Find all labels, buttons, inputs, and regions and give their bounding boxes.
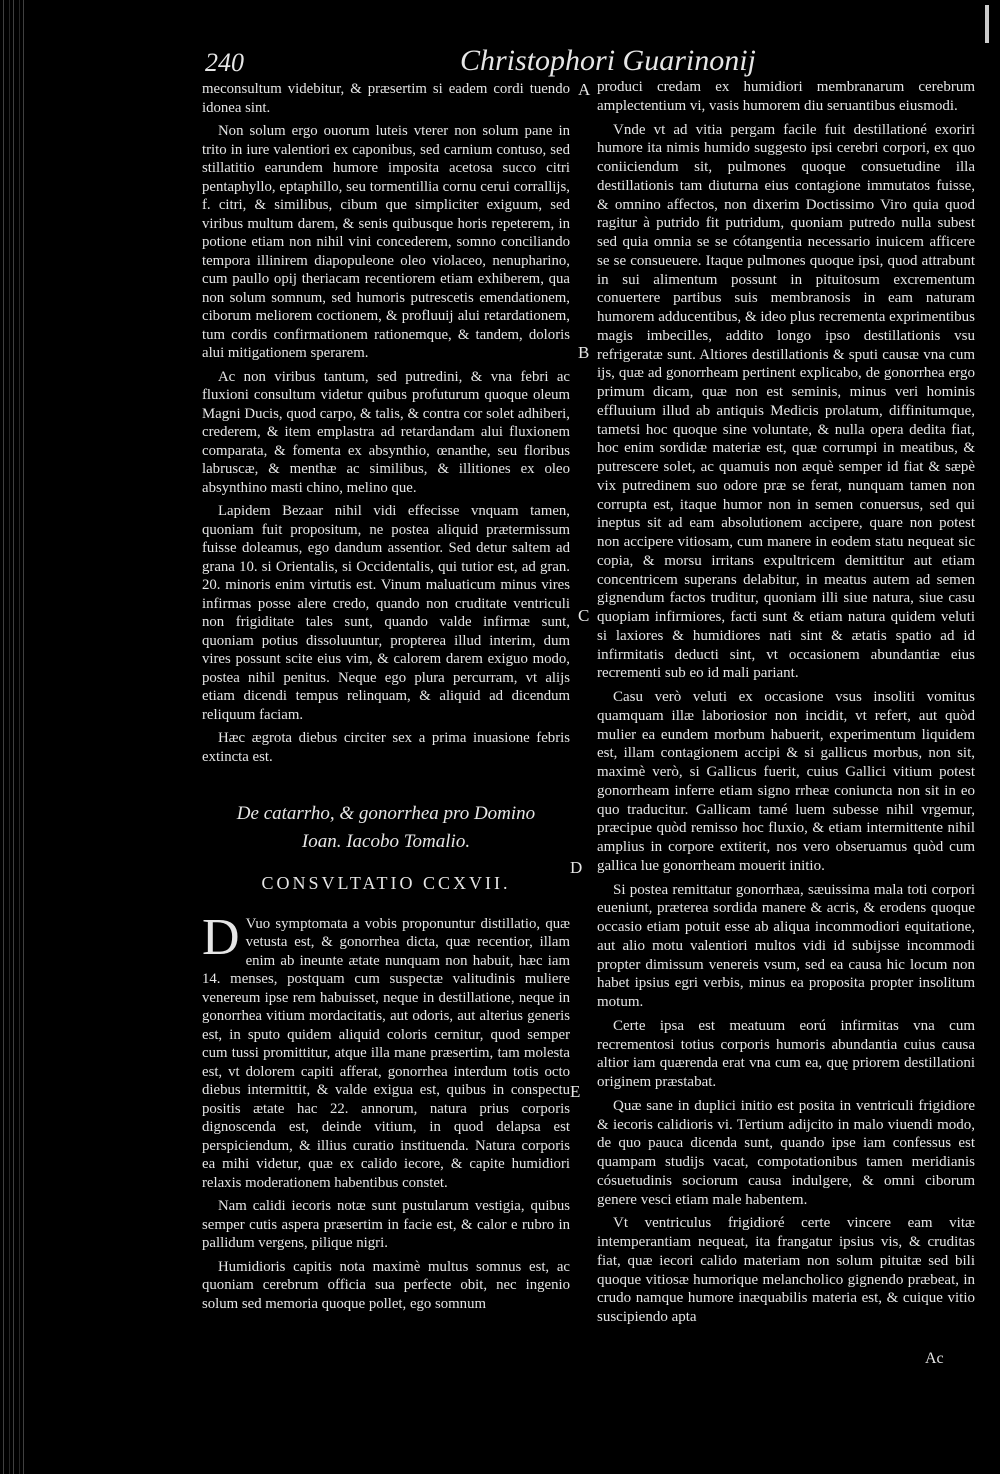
paragraph: Si postea remittatur gonorrhæa, sæuissima mala toti corpori eueniunt, præterea sordida manere & acris, & erodens quoque occasio etiam potuit esse ab aliqua incommodiori equitatione, aut alio motu valentiori multos vidi id subijsse incommodi propter dimissum venereis vsum, sed ea causa hic locum non habet ipsius egri verbis, minus ea proposita propter insolitum motum. <box>597 881 975 1010</box>
paragraph: Humidioris capitis nota maximè multus somnus est, ac quoniam cerebrum officia sua perfecte obit, nec ingenio solum sed memoria quoque pollet, ego somnum <box>202 1258 570 1312</box>
margin-letter: C <box>578 606 590 625</box>
paragraph: produci credam ex humidiori membranarum cerebrum amplectentium vi, vasis humorem diu seruantibus eiusmodi. <box>597 79 975 114</box>
right-column <box>597 78 975 1332</box>
paragraph: Quæ sane in duplici initio est posita in ventriculi frigidiore & iecoris calidioris vi. Tertium adijcito in malo viuendi modo, de quo pauca dicenda sunt, quando ipse iam confessus est quampam studijs vacat, compotationibus tamen meridianis cósuetudinis sociorum causa indulgere, & omni ciborum genere vesci etiam male habentem. <box>597 1097 975 1208</box>
paragraph: Certe ipsa est meatuum eorú infirmitas vna cum recrementosi totius corporis humoris abundantia cuius causa altior iam quærenda erat vna cum ea, quę priorem destillationi originem præstabat. <box>597 1017 975 1090</box>
paragraph: Vt ventriculus frigidioré certe vincere eam vitæ intemperantiam nequeat, ita frangatur ipsius vis, & cruditas fiat, quæ iecori calido materiam non solum pituitæ sed bili quoque vitiosæ humorique melancholico gignendo præbeat, in crudo namque humore inæquabilis materia est, & cuique vitio suscipiendo apta <box>597 1215 975 1325</box>
paragraph: Ac non viribus tantum, sed putredini, & vna febri ac fluxioni consultum videtur quibus profuturum quoque oleum Magni Ducis, quod carpo, & talis, & contra cor solet adhiberi, crederem, & item emplastra ad retardandam alui fluxionem comparata, & fomenta ex absynthio, œnanthe, seu floribus labruscæ, & menthæ ac similibus, & illitiones ex oleo absynthino masti chino, melino que. <box>202 368 570 496</box>
ink-mark <box>985 5 989 43</box>
left-column <box>202 80 570 1318</box>
consultatio-heading: CONSVLTATIO CCXVII. <box>261 873 511 893</box>
page-edge-shadow <box>0 0 24 1474</box>
margin-letter: B <box>578 343 590 362</box>
margin-letter: D <box>570 858 583 877</box>
paragraph: Hæc ægrota diebus circiter sex a prima inuasione febris extincta est. <box>202 730 570 765</box>
margin-letter: A <box>578 80 591 99</box>
paragraph: Nam calidi iecoris notæ sunt pustularum vestigia, quibus semper cutis aspera præsertim in facie est, & calor e rubro in pallidum vergens, pilique nigri. <box>202 1198 570 1251</box>
drop-cap: D <box>202 908 240 966</box>
section-title-line: Ioan. Iacobo Tomalio. <box>301 831 471 852</box>
margin-letter: E <box>570 1082 581 1101</box>
paragraph: meconsultum videbitur, & præsertim si eadem cordi tuendo idonea sint. <box>202 81 570 116</box>
catchword: Ac <box>925 1350 944 1367</box>
paragraph: Lapidem Bezaar nihil vidi effecisse vnquam tamen, quoniam fuit propositum, ne postea aliquid prætermissum fuisse doleamus, ego dandum assentior. Sed detur saltem ad grana 10. si Orientalis, si Occidentalis, qui tutior est, ad gran. 20. minoris enim virtutis est. Vinum maluaticum minus vires infirmas posse alere credo, quando non cruditate ventriculi non frigiditate tales sunt, quando valde infirmæ sunt, quoniam potius dissoluuntur, propterea illud interim, dum vires possunt scite eius vim, & calorem darem exiguo modo, postea nihil penitus. Neque ego plura percurram, vt alijs etiam dicendi tempus relinquam, & aliquid ad dicendum reliquum faciam. <box>202 503 570 723</box>
paragraph <box>202 908 570 1193</box>
paragraph-text: Vuo symptomata a vobis proponuntur distillatio, quæ vetusta est, & gonorrhea dicta, quæ recentior, illam enim ab ineunte ætate nunquam non habuit, hæc iam 14. menses, postquam cum suspectæ valitudinis muliere venereum ipse rem habuisset, neque in destillatione, neque in gonorrhea vitium mordacitatis, aut odoris, aut alterius generis est, in sputo quidem aliquid coloris cernitur, quod semper cum tussi promittitur, atque illa mane præsertim, tam molesta est, vt dolorem capiti afferat, gonorrhea interdum totis octo diebus intermittit, & valde exigua est, quibus in conspectu positis ætate hac 22. annorum, natura prius corporis dignoscenda est, deinde vitium, in quod delapsa est perspiciendum, & illius curatio instituenda. Natura corporis ea mihi videtur, quæ ex calido iecore, & capite humidiori relaxis moderationem habentibus constet. <box>202 915 570 1191</box>
running-head: Christophori Guarinonij <box>460 44 756 77</box>
paragraph: Non solum ergo ouorum luteis vterer non solum pane in trito in iure valentiori ex caponibus, sed carnium contuso, sed stillatitio earundem humore imposita acetosa succo citri pentaphyllo, eptaphillo, seu tormentillia cornu cerui corrallijs, f. citri, & similibus, cibum que simpliciter exiguum, sed viribus multum darem, & senis quibusque horis repeterem, in potione etiam non nihil vini concederem, somno conciliando tempora illinirem diapopuleone oleo violaceo, nenupharino, cum paullo opij theriacam recentiorem etiam exhiberem, qua non solum somnum, sed humoris putrescetis emendationem, ciborum meliorem coctionem, & profluuij alui retardationem, tum cordis confirmationem rationemque, & tandem, doloris alui mitigationem sperarem. <box>202 123 570 361</box>
page-number: 240 <box>205 48 244 77</box>
paragraph: Vnde vt ad vitia pergam facile fuit destillationé exoriri humore ita nimis humido suggesto ipsi cerebri corpori, ex quo coniiciendum sit, pulmones quoque consuetudine illa destillationis tam diuturna eius contagione immutatos fuisse, & omnino affectos, non dixerim Doctissimo Viro quia quod ragitur à putrido fit putridum, quoniam putredo nulla subest sed quia omnia se se cótangentia necessario inuicem afficere se se consueuere. Itaque pulmones quoque ipsi, quod attrabunt in sui alimentum possunt in pituitosum excrementum conuertere partibus suis membranosis in eam naturam humorem adducentibus, & ideo plus recrementa exprimentibus magis imbecilles, addito longo ipso destillationis vsu refrigeratæ sunt. Altiores destillationis & sputi causæ vna cum ijs, quæ ad gonorrheam pertinent explicabo, de gonorrhea ergo primum dicam, quæ non est seminis, minus veri hominis effluuium illud ab antiquis Medicis prolatum, diffinitumque, tametsi hoc quoque sine voluntate, & nulla opera dedita fiat, hoc enim sordidæ materiæ est, quæ corrumpi in meatibus, & putrescere solet, ac quamuis non æquè semper id fiat & sæpè vix putredinem suo odore præ se ferat, nunquam tamen non corrupta est, itaque humor non in semen conuersus, sed qui ineptus sit ad eam absolutionem accipere, quare non potest non accipere vitiosam, cum manere in eodem statu nequeat sic copia, & morsu irritans expultricem demittitur aut etiam concentricem superans delabitur, in meatus autem ad semen gignendum factos truditur, quoniam illi siue natura, siue casu quopiam infirmiores, facti sunt & etiam natura quidem veluti si laxiores & humidiores nati sint & ætatis spatio ad id infirmitatis deducti sint, vt occasionem abundantiæ eius recrementi sub eo id mali pariant. <box>597 121 975 682</box>
paragraph: Casu verò veluti ex occasione vsus insoliti vomitus quamquam illæ laboriosior non incidit, vt refert, aut quòd mulier ea eundem morbum habuerit, experimentum liquidem est, illam contagionem accipi & si gallicus morbus, non sit, maximè verò, si Gallicus fuerit, cuius Gallici vitium potest gonorrheam inferre etiam signo rrheæ coniuncta non sit in eo quo traducitur. Gallicam tamé luem subesse nihil vrgemur, præcipue quòd remisso hoc fluxio, & etiam intermittente nihil amplius in corpore extiterit, nos vero obseruamus quòd cum gallica lue gonorrheam mouerit initio. <box>597 689 975 874</box>
section-title <box>202 800 570 856</box>
section-title-line: De catarrho, & gonorrhea pro Domino <box>236 803 536 824</box>
